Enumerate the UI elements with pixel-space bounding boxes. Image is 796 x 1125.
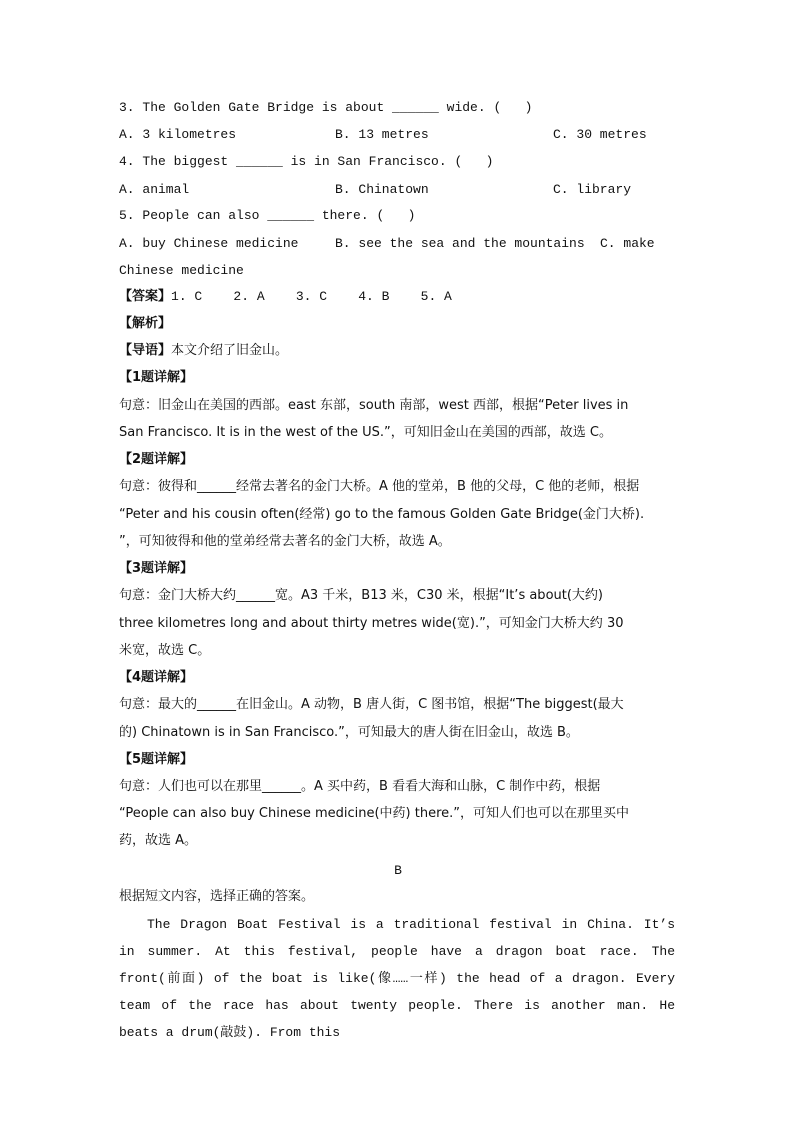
detail-2-line-2: “Peter and his cousin often(经常) go to the famous Golden Gate Bridge(金门大桥). xyxy=(119,507,645,522)
question-3-option-b: B. 13 metres xyxy=(335,127,429,142)
section-b-instruction: 根据短文内容，选择正确的答案。 xyxy=(119,889,315,904)
detail-2-label: 【2题详解】 xyxy=(119,452,194,467)
answer-line xyxy=(119,288,452,306)
intro-label: 【导语】 xyxy=(119,343,172,358)
detail-5-line-1: 句意：人们也可以在那里______。A 买中药，B 看看大海和山脉，C 制作中药，根据 xyxy=(119,779,601,794)
intro-text: 本文介绍了旧金山。 xyxy=(171,343,289,358)
detail-1-line-1: 句意：旧金山在美国的西部。east 东部，south 南部，west 西部，根据“Peter lives in xyxy=(119,398,629,413)
detail-3-line-3: 米宽，故选 C。 xyxy=(119,643,211,658)
detail-3-line-1: 句意：金门大桥大约______宽。A3 千米，B13 米，C30 米，根据“It’s about(大约) xyxy=(119,588,603,603)
answer-label: 【答案】 xyxy=(119,289,172,304)
question-4-option-a: A. animal xyxy=(119,182,190,197)
question-4-option-c: C. library xyxy=(553,182,632,197)
question-5-option-c-continued: Chinese medicine xyxy=(119,263,244,278)
detail-2-line-3: ”，可知彼得和他的堂弟经常去著名的金门大桥，故选 A。 xyxy=(119,534,451,549)
question-5-option-a: A. buy Chinese medicine xyxy=(119,236,299,251)
answer-text: 1. C 2. A 3. C 4. B 5. A xyxy=(171,289,452,304)
detail-5-label: 【5题详解】 xyxy=(119,752,194,767)
question-3-option-a: A. 3 kilometres xyxy=(119,127,237,142)
detail-4-line-2: 的) Chinatown is in San Francisco.”，可知最大的唐人街在旧金山，故选 B。 xyxy=(119,725,579,740)
question-5-option-c: C. make xyxy=(600,236,655,251)
section-b-title: B xyxy=(394,863,402,878)
detail-5-line-2: “People can also buy Chinese medicine(中药) there.”，可知人们也可以在那里买中 xyxy=(119,806,630,821)
detail-1-line-2: San Francisco. It is in the west of the US.”，可知旧金山在美国的西部，故选 C。 xyxy=(119,425,612,440)
question-3-stem: 3. The Golden Gate Bridge is about ______ wide. ( ) xyxy=(119,100,533,115)
detail-2-line-1: 句意：彼得和______经常去著名的金门大桥。A 他的堂弟，B 他的父母，C 他的老师，根据 xyxy=(119,479,640,494)
analysis-label: 【解析】 xyxy=(119,316,172,331)
intro-line xyxy=(119,342,288,360)
section-b-passage: The Dragon Boat Festival is a traditional festival in China. It’s in summer. At this festival, people have a dragon boat race. The front(前面) of the boat is like(像……一样) the head of a dragon. Every team of the race has about twenty people. There is another man. He beats a drum(敲鼓). From this xyxy=(119,917,675,1040)
detail-4-label: 【4题详解】 xyxy=(119,670,194,685)
detail-3-label: 【3题详解】 xyxy=(119,561,194,576)
detail-3-line-2: three kilometres long and about thirty metres wide(宽).”，可知金门大桥大约 30 xyxy=(119,616,624,631)
question-3-option-c: C. 30 metres xyxy=(553,127,647,142)
detail-5-line-3: 药，故选 A。 xyxy=(119,833,198,848)
detail-1-label: 【1题详解】 xyxy=(119,370,194,385)
question-5-stem: 5. People can also ______ there. ( ) xyxy=(119,208,416,223)
question-5-option-b: B. see the sea and the mountains xyxy=(335,236,585,251)
question-4-stem: 4. The biggest ______ is in San Francisco. ( ) xyxy=(119,154,494,169)
question-4-option-b: B. Chinatown xyxy=(335,182,429,197)
detail-4-line-1: 句意：最大的______在旧金山。A 动物，B 唐人街，C 图书馆，根据“The biggest(最大 xyxy=(119,697,624,712)
